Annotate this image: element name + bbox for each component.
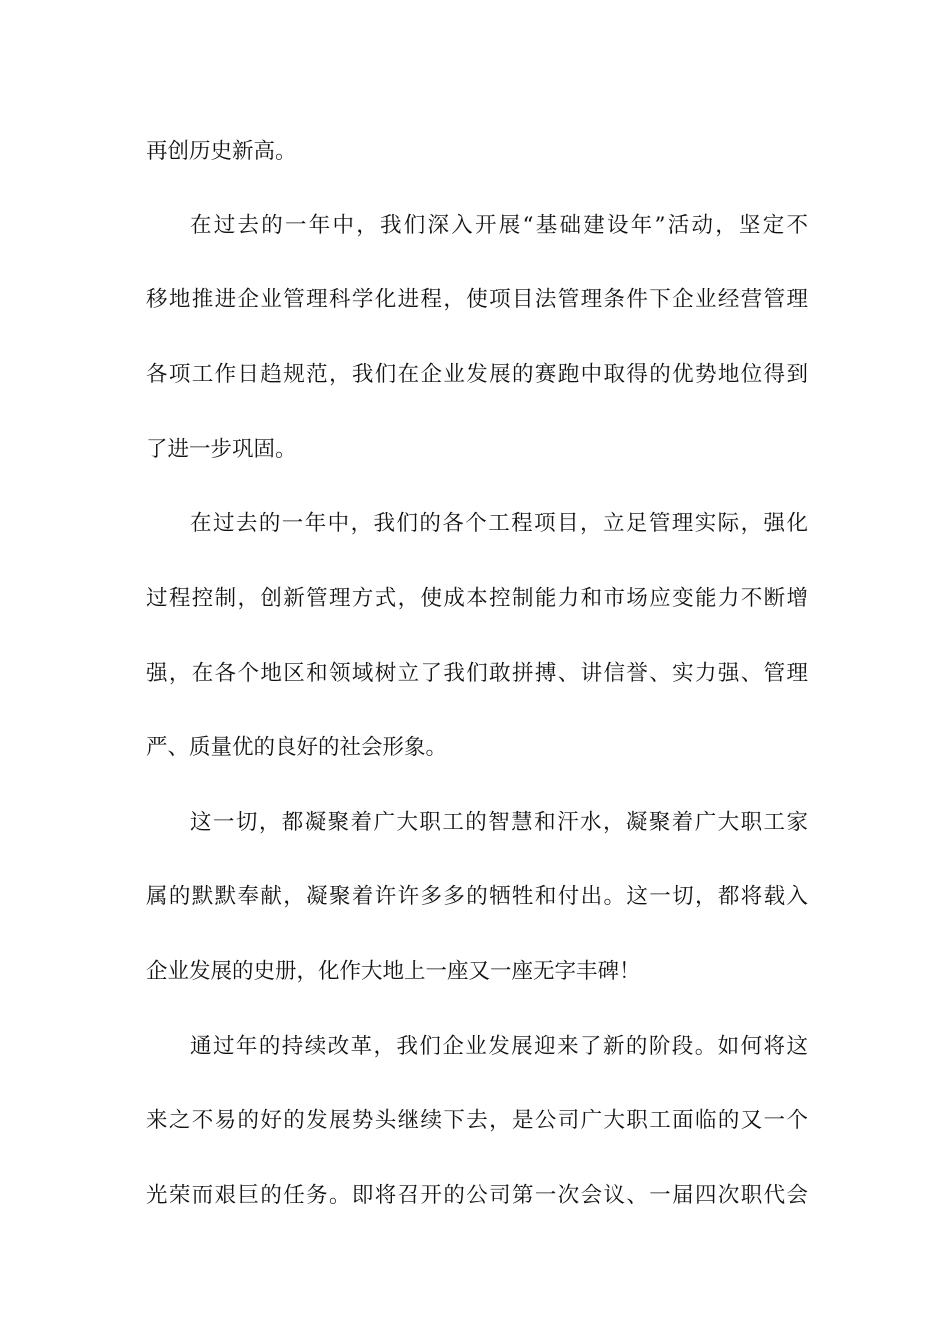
text-line: 过程控制，创新管理方式，使成本控制能力和市场应变能力不断增 (146, 586, 808, 611)
text-line: 了进一步巩固。 (146, 437, 297, 462)
paragraph-first-line: 在过去的一年中，我们深入开展“基础建设年”活动，坚定不 (190, 213, 808, 238)
paragraph-first-line: 通过年的持续改革，我们企业发展迎来了新的阶段。如何将这 (190, 1034, 808, 1059)
paragraph-first-line: 在过去的一年中，我们的各个工程项目，立足管理实际，强化 (190, 511, 808, 536)
text-line: 再创历史新高。 (146, 139, 297, 164)
text-line: 移地推进企业管理科学化进程，使项目法管理条件下企业经营管理 (146, 287, 808, 312)
text-line: 严、质量优的良好的社会形象。 (146, 735, 448, 760)
text-line: 各项工作日趋规范，我们在企业发展的赛跑中取得的优势地位得到 (146, 362, 808, 387)
paragraph-first-line: 这一切，都凝聚着广大职工的智慧和汗水，凝聚着广大职工家 (190, 810, 808, 835)
text-line: 光荣而艰巨的任务。即将召开的公司第一次会议、一届四次职代会 (146, 1183, 808, 1208)
text-line: 企业发展的史册，化作大地上一座又一座无字丰碑！ (146, 959, 641, 984)
text-line: 属的默默奉献，凝聚着许许多多的牺牲和付出。这一切，都将载入 (146, 884, 808, 909)
text-line: 强，在各个地区和领域树立了我们敢拼搏、讲信誉、实力强、管理 (146, 661, 808, 686)
text-line: 来之不易的好的发展势头继续下去，是公司广大职工面临的又一个 (146, 1108, 808, 1133)
